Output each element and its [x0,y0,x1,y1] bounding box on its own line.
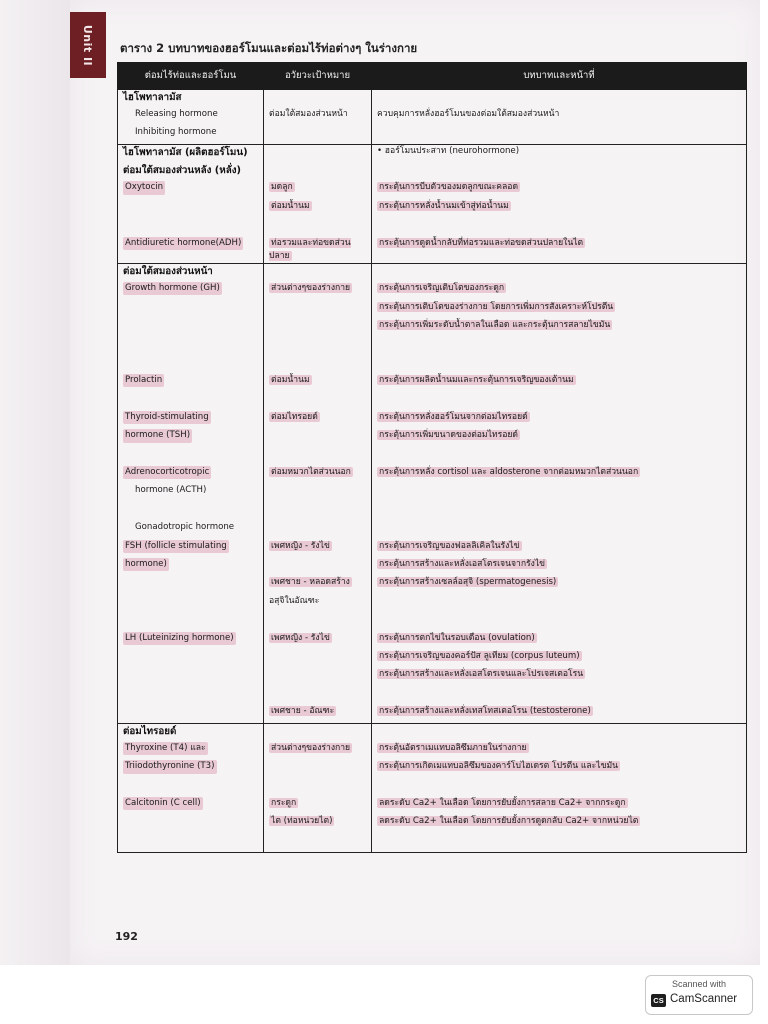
hormone-name: FSH (follicle stimulating [123,540,229,553]
role-text: กระตุ้นการสร้างและหลั่งเทสโทสเตอโรน (testosterone) [379,706,591,717]
target-organ: เพศชาย - หลอดสร้าง [271,577,350,588]
cell-role [372,650,747,668]
role-text: ลดระดับ Ca2+ ในเลือด โดยการยับยั้งการสลาย Ca2+ จากกระดูก [379,798,626,809]
table-row [118,540,747,558]
cell-role [372,237,747,264]
cell-hormone [118,301,264,319]
target-organ: ส่วนต่างๆของร่างกาย [271,742,351,753]
table-row [118,576,747,594]
cell-target [264,466,372,484]
cell-target [264,264,372,282]
target-organ: เพศชาย - อัณฑะ [271,706,335,717]
cell-role [372,411,747,429]
target-organ: ต่อมน้ำนม [271,375,310,386]
hormone-name: hormone) [123,558,169,571]
cell-target [264,126,372,144]
target-organ: เพศหญิง - รังไข่ [271,540,330,551]
group-title: ไฮโพทาลามัส (ผลิตฮอร์โมน) [123,147,248,159]
cell-target [264,337,372,355]
cell-role [372,200,747,218]
cell-target [264,282,372,300]
cell-hormone [118,411,264,429]
cell-target [264,632,372,650]
role-text: กระตุ้นการบีบตัวของมดลูกขณะคลอด [379,182,519,193]
cell-role [372,282,747,300]
hormone-name: Releasing hormone [135,108,218,119]
header-role: บทบาทและหน้าที่ [372,63,747,90]
table-row [118,742,747,760]
table-body [118,90,747,853]
table-row [118,108,747,126]
table-row [118,282,747,300]
camscanner-name: CamScanner [670,993,738,1005]
cell-role [372,724,747,742]
cell-hormone [118,392,264,410]
hormone-name: Oxytocin [123,181,165,194]
cell-role [372,392,747,410]
table-row [118,337,747,355]
table-caption: ตาราง 2 บทบาทของฮอร์โมนและต่อมไร้ท่อต่างๆ ในร่างกาย [120,41,418,55]
cell-target [264,705,372,723]
table-row [118,687,747,705]
cell-hormone [118,484,264,502]
cell-role [372,779,747,797]
cell-role [372,687,747,705]
header-target: อวัยวะเป้าหมาย [264,63,372,90]
hormone-name: Thyroxine (T4) และ [123,742,208,755]
scanned-with-label: Scanned with [671,979,727,989]
role-text: ลดระดับ Ca2+ ในเลือด โดยการยับยั้งการดูดกลับ Ca2+ จากหน่วยไต [379,816,639,827]
target-organ: อสุจิในอัณฑะ [269,595,320,606]
cell-target [264,521,372,539]
scan-margin [0,0,70,965]
cell-role [372,337,747,355]
cell-target [264,90,372,108]
role-text: ควบคุมการหลั่งฮอร์โมนของต่อมใต้สมองส่วนหน้า [377,108,560,119]
table-row [118,237,747,264]
cell-role [372,503,747,521]
table-row [118,484,747,502]
cell-target [264,668,372,686]
cell-hormone [118,319,264,337]
role-text: กระตุ้นการเจริญของคอร์ปัส ลูเทียม (corpus luteum) [379,650,580,661]
unit-tab [70,12,106,78]
cell-role [372,163,747,181]
hormone-table [117,62,747,853]
table-row [118,595,747,613]
cell-role [372,613,747,631]
role-text: กระตุ้นการผลิตน้ำนมและกระตุ้นการเจริญของเต้านม [379,375,574,386]
target-organ: กระดูก [271,798,297,809]
cell-target [264,237,372,264]
table-header-row [118,63,747,90]
table-row [118,200,747,218]
cell-target [264,834,372,852]
cell-target [264,181,372,199]
target-organ: ส่วนต่างๆของร่างกาย [271,283,351,294]
cell-target [264,145,372,163]
hormone-name: Calcitonin (C cell) [123,797,203,810]
cell-target [264,108,372,126]
target-organ: ต่อมไทรอยด์ [271,411,318,422]
group-title: ต่อมใต้สมองส่วนหน้า [123,266,213,278]
table-row [118,356,747,374]
cell-role [372,448,747,466]
hormone-name: LH (Luteinizing hormone) [123,632,236,645]
table-row [118,448,747,466]
cell-hormone [118,779,264,797]
cell-target [264,392,372,410]
role-text: กระตุ้นการสร้างเซลล์อสุจิ (spermatogenesis) [379,577,557,588]
header-gland: ต่อมไร้ท่อและฮอร์โมน [118,63,264,90]
table-row [118,834,747,852]
cell-role [372,356,747,374]
cell-role [372,595,747,613]
cell-role [372,558,747,576]
target-organ: ไต (ท่อหน่วยไต) [271,816,333,827]
group-title: ต่อมไทรอยด์ [123,726,177,738]
cell-role [372,705,747,723]
table-row [118,181,747,199]
cell-hormone [118,108,264,126]
cell-hormone [118,374,264,392]
table-row [118,632,747,650]
role-text: กระตุ้นการตกไข่ในรอบเดือน (ovulation) [379,632,535,643]
hormone-name: Triiodothyronine (T3) [123,760,217,773]
cell-hormone [118,163,264,181]
table-row [118,374,747,392]
camscanner-logo-icon: CS [651,994,666,1007]
cell-target [264,540,372,558]
cell-hormone [118,705,264,723]
cell-role [372,834,747,852]
role-text: กระตุ้นการเพิ่มระดับน้ำตาลในเลือด และกระตุ้นการสลายไขมัน [379,319,611,330]
table-row [118,815,747,833]
hormone-name: Inhibiting hormone [135,127,217,138]
cell-hormone [118,264,264,282]
cell-hormone [118,613,264,631]
cell-role [372,264,747,282]
table-row [118,466,747,484]
cell-hormone [118,797,264,815]
cell-hormone [118,200,264,218]
role-text: กระตุ้นการเติบโตของร่างกาย โดยการเพิ่มการสังเคราะห์โปรตีน [379,301,614,312]
table-row [118,392,747,410]
cell-role [372,466,747,484]
cell-target [264,356,372,374]
cell-hormone [118,540,264,558]
cell-hormone [118,815,264,833]
cell-role [372,319,747,337]
table-row [118,760,747,778]
cell-role [372,632,747,650]
cell-hormone [118,632,264,650]
role-text: กระตุ้นการเจริญของฟอลลิเคิลในรังไข่ [379,540,520,551]
target-organ: ต่อมใต้สมองส่วนหน้า [269,108,348,119]
cell-hormone [118,466,264,484]
cell-target [264,218,372,236]
group-title-row [118,724,747,742]
table-row [118,301,747,319]
cell-hormone [118,650,264,668]
cell-hormone [118,521,264,539]
cell-hormone [118,558,264,576]
table-row [118,521,747,539]
group-title-row [118,90,747,108]
hormone-name: Gonadotropic hormone [135,522,235,533]
role-text: กระตุ้นการดูดน้ำกลับที่ท่อรวมและท่อขดส่วนปลายในไต [379,237,584,248]
cell-target [264,411,372,429]
role-text: กระตุ้นการหลั่ง cortisol และ aldosterone จากต่อมหมวกไตส่วนนอก [379,467,639,478]
role-text: กระตุ้นการสร้างและหลั่งเอสโตรเจนและโปรเจสเตอโรน [379,669,584,680]
role-text: กระตุ้นการหลั่งน้ำนมเข้าสู่ท่อน้ำนม [379,200,509,211]
cell-target [264,815,372,833]
cell-role [372,218,747,236]
cell-target [264,558,372,576]
camscanner-badge [645,975,753,1015]
cell-target [264,613,372,631]
cell-role [372,301,747,319]
group-title: ต่อมใต้สมองส่วนหลัง (หลั่ง) [123,165,241,177]
cell-hormone [118,595,264,613]
table-row [118,668,747,686]
cell-hormone [118,145,264,163]
table-row [118,411,747,429]
cell-role [372,145,747,163]
cell-role [372,484,747,502]
cell-role [372,429,747,447]
cell-target [264,576,372,594]
cell-hormone [118,337,264,355]
role-text: กระตุ้นการเจริญเติบโตของกระดูก [379,283,505,294]
cell-target [264,301,372,319]
cell-hormone [118,503,264,521]
cell-role [372,181,747,199]
cell-target [264,429,372,447]
cell-target [264,595,372,613]
unit-tab-label: Unit II [81,24,95,66]
group-title-row [118,163,747,181]
cell-target [264,448,372,466]
hormone-name: Prolactin [123,374,164,387]
table-row [118,558,747,576]
cell-target [264,797,372,815]
cell-role [372,576,747,594]
cell-hormone [118,126,264,144]
cell-hormone [118,724,264,742]
cell-target [264,742,372,760]
role-text: กระตุ้นการเพิ่มขนาดของต่อมไทรอยด์ [379,430,518,441]
table-row [118,650,747,668]
cell-hormone [118,834,264,852]
table-row [118,705,747,723]
document-page [70,0,760,965]
cell-hormone [118,576,264,594]
role-text: กระตุ้นการหลั่งฮอร์โมนจากต่อมไทรอยด์ [379,411,528,422]
hormone-name: Growth hormone (GH) [123,282,222,295]
cell-target [264,374,372,392]
cell-role [372,126,747,144]
table-row [118,797,747,815]
cell-target [264,200,372,218]
table-row [118,126,747,144]
cell-target [264,503,372,521]
target-organ: ท่อรวมและท่อขดส่วนปลาย [269,237,351,261]
table-row [118,429,747,447]
hormone-name: hormone (ACTH) [135,485,207,496]
table-row [118,319,747,337]
cell-hormone [118,90,264,108]
target-organ: ต่อมหมวกไตส่วนนอก [271,467,351,478]
hormone-name: Antidiuretic hormone(ADH) [123,237,243,250]
cell-target [264,779,372,797]
cell-hormone [118,181,264,199]
table-row [118,218,747,236]
group-title-row [118,145,747,163]
cell-target [264,650,372,668]
cell-target [264,319,372,337]
role-text: กระตุ้นอัตราเมแทบอลิซึมภายในร่างกาย [379,742,527,753]
cell-role [372,668,747,686]
cell-role [372,760,747,778]
hormone-name: Thyroid-stimulating [123,411,211,424]
cell-target [264,724,372,742]
cell-hormone [118,448,264,466]
target-organ: มดลูก [271,182,293,193]
cell-role [372,90,747,108]
cell-role [372,374,747,392]
cell-hormone [118,687,264,705]
cell-hormone [118,237,264,264]
cell-role [372,108,747,126]
table-row [118,779,747,797]
cell-role [372,742,747,760]
cell-hormone [118,282,264,300]
hormone-name: Adrenocorticotropic [123,466,211,479]
cell-hormone [118,760,264,778]
cell-target [264,760,372,778]
target-organ: ต่อมน้ำนม [271,200,310,211]
cell-hormone [118,356,264,374]
cell-hormone [118,429,264,447]
cell-hormone [118,218,264,236]
target-organ: เพศหญิง - รังไข่ [271,632,330,643]
cell-target [264,484,372,502]
role-text: • ฮอร์โมนประสาท (neurohormone) [377,146,520,157]
cell-hormone [118,668,264,686]
cell-role [372,797,747,815]
cell-hormone [118,742,264,760]
cell-target [264,163,372,181]
role-text: กระตุ้นการสร้างและหลั่งเอสโตรเจนจากรังไข่ [379,559,546,569]
group-title-row [118,264,747,282]
page-number: 192 [115,930,138,943]
table-row [118,503,747,521]
cell-target [264,687,372,705]
cell-role [372,540,747,558]
hormone-name: hormone (TSH) [123,429,192,442]
table-row [118,613,747,631]
role-text: กระตุ้นการเกิดเมแทบอลิซึมของคาร์โบไฮเดรต โปรตีน และไขมัน [379,761,618,772]
cell-role [372,521,747,539]
cell-role [372,815,747,833]
group-title: ไฮโพทาลามัส [123,92,182,103]
